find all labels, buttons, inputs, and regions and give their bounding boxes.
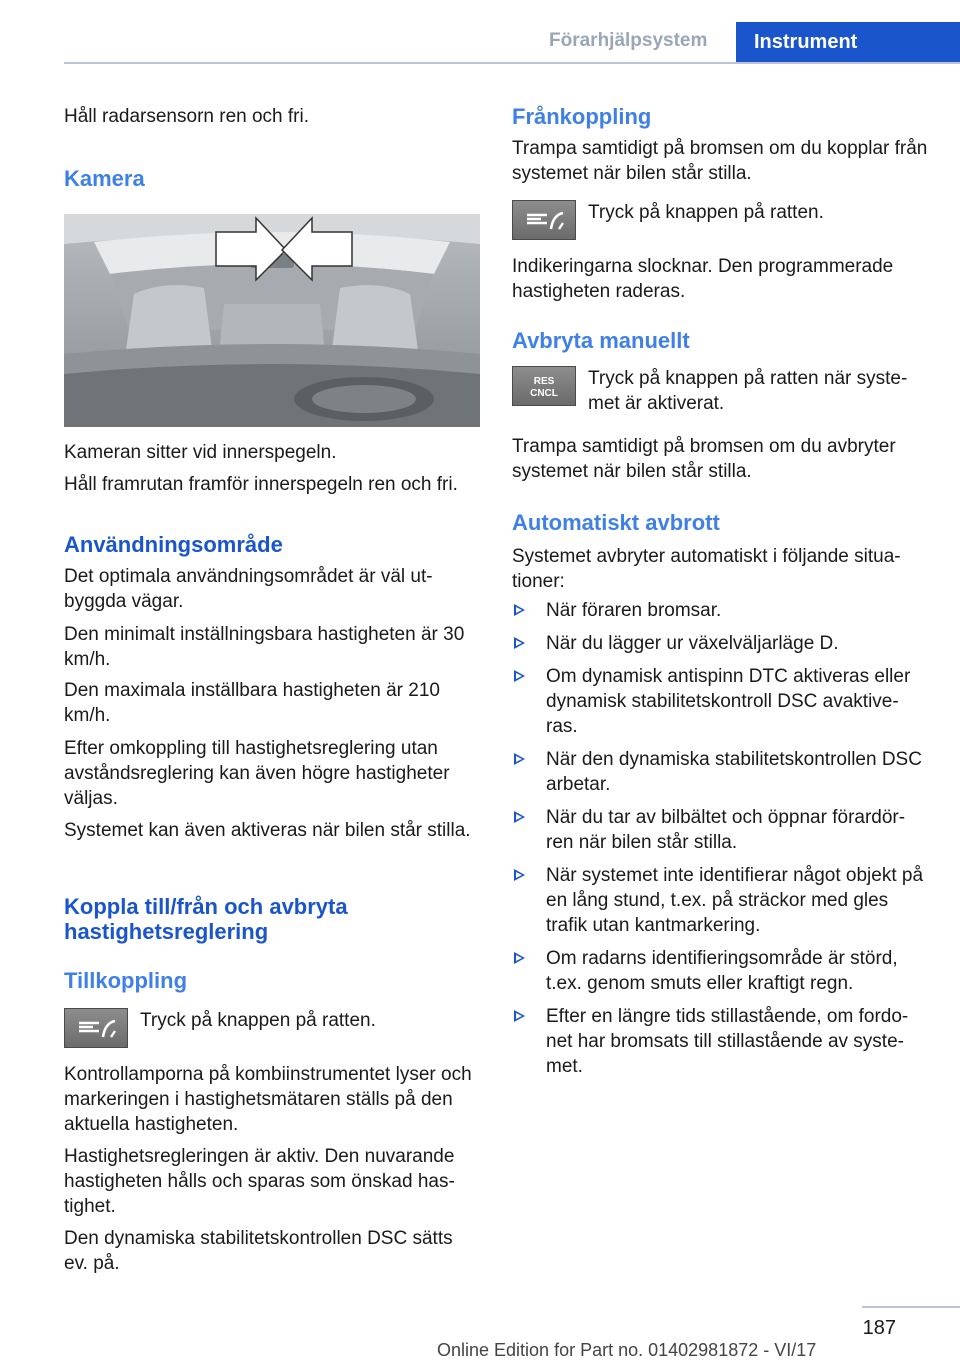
res-cncl-button-icon [512,366,576,406]
header-rule [64,62,960,64]
page-number: 187 [862,1317,896,1339]
list-item-text: När systemet inte identifierar något objekt på en lång stund, t.ex. på sträckor med gles trafik utan kantmarkering. [546,865,924,936]
list-item [512,863,932,938]
switch-on-heading: Tillkoppling [64,968,188,993]
bullet-triangle-icon [514,604,525,616]
bullet-triangle-icon [514,637,525,649]
list-item-text: Efter en längre tids stillastående, om fordo‐ net har bromsats till stillastående av syste‐ met. [546,1006,909,1077]
bullet-triangle-icon [514,1010,525,1022]
camera-interior-photo [64,214,480,427]
cruise-control-button-icon [64,1008,128,1048]
bullet-triangle-icon [514,869,525,881]
list-item-text: När föraren bromsar. [546,600,722,621]
list-item [512,1004,932,1079]
switch-on-text-2: Hastighetsregleringen är aktiv. Den nuvarande hastigheten hålls och sparas som önskad has‐ tighet. [64,1146,455,1217]
switch-off-text-2: Indikeringarna slocknar. Den programmerade hastigheten raderas. [512,256,894,302]
res-label: RES [533,376,555,387]
list-item-text: När du tar av bilbältet och öppnar förardör‐ ren när bilen står stilla. [546,807,906,853]
list-item [512,631,932,656]
cancel-manual-heading: Avbryta manuellt [512,328,690,353]
camera-location-text: Kameran sitter vid innerspegeln. [64,442,337,463]
camera-heading: Kamera [64,166,145,191]
auto-cancel-list [512,598,932,1087]
list-item [512,747,932,797]
cruise-control-button-icon [512,200,576,240]
list-item [512,664,932,739]
cancel-manual-icon-text: Tryck på knappen på ratten när syste‐ met är aktiverat. [588,368,908,414]
switch-on-text-3: Den dynamiska stabilitetskontrollen DSC sätts ev. på. [64,1228,453,1274]
list-item-text: När den dynamiska stabilitetskontrollen DSC arbetar. [546,749,922,795]
cancel-manual-text: Trampa samtidigt på bromsen om du avbryter systemet när bilen står stilla. [512,436,896,482]
list-item-text: Om dynamisk antispinn DTC aktiveras eller dynamisk stabilitetskontroll DSC avaktive‐ ras. [546,666,911,737]
usage-text-2: Den minimalt inställningsbara hastigheten är 30 km/h. [64,624,465,670]
list-item [512,598,932,623]
bullet-triangle-icon [514,753,525,765]
list-item-text: Om radarns identifieringsområde är störd, t.ex. genom smuts eller kraftigt regn. [546,948,898,994]
list-item [512,946,932,996]
edition-footer: Online Edition for Part no. 01402981872 - VI/17 [437,1340,817,1360]
usage-text-3: Den maximala inställbara hastigheten är 210 km/h. [64,680,440,726]
camera-clean-text: Håll framrutan framför innerspegeln ren och fri. [64,474,458,495]
usage-heading: Användningsområde [64,532,283,557]
switch-off-text-1: Trampa samtidigt på bromsen om du kopplar från systemet när bilen står stilla. [512,138,928,184]
switch-on-icon-text: Tryck på knappen på ratten. [140,1010,376,1031]
bullet-triangle-icon [514,952,525,964]
toggle-heading: Koppla till/från och avbryta hastighetsreglering [64,894,348,944]
page-number-rule [862,1306,960,1308]
header-section-title: Förarhjälpsystem [549,30,708,51]
bullet-triangle-icon [514,811,525,823]
switch-on-text-1: Kontrollamporna på kombiinstrumentet lyser och markeringen i hastighetsmätaren ställs på den aktuella hastigheten. [64,1064,472,1135]
radar-intro-text: Håll radarsensorn ren och fri. [64,106,309,127]
bullet-triangle-icon [514,670,525,682]
usage-text-5: Systemet kan även aktiveras när bilen står stilla. [64,820,471,841]
list-item-text: När du lägger ur växelväljarläge D. [546,633,839,654]
auto-cancel-intro: Systemet avbryter automatiskt i följande situa‐ tioner: [512,546,901,592]
usage-text-1: Det optimala användningsområdet är väl ut‐ byggda vägar. [64,566,433,612]
cncl-label: CNCL [530,388,558,399]
header-chapter-tab: Instrument [736,22,960,64]
usage-text-4: Efter omkoppling till hastighetsreglering utan avståndsreglering kan även högre hastigheter väljas. [64,738,450,809]
switch-off-heading: Frånkoppling [512,104,652,129]
switch-off-icon-text: Tryck på knappen på ratten. [588,202,824,223]
auto-cancel-heading: Automatiskt avbrott [512,510,720,535]
list-item [512,805,932,855]
